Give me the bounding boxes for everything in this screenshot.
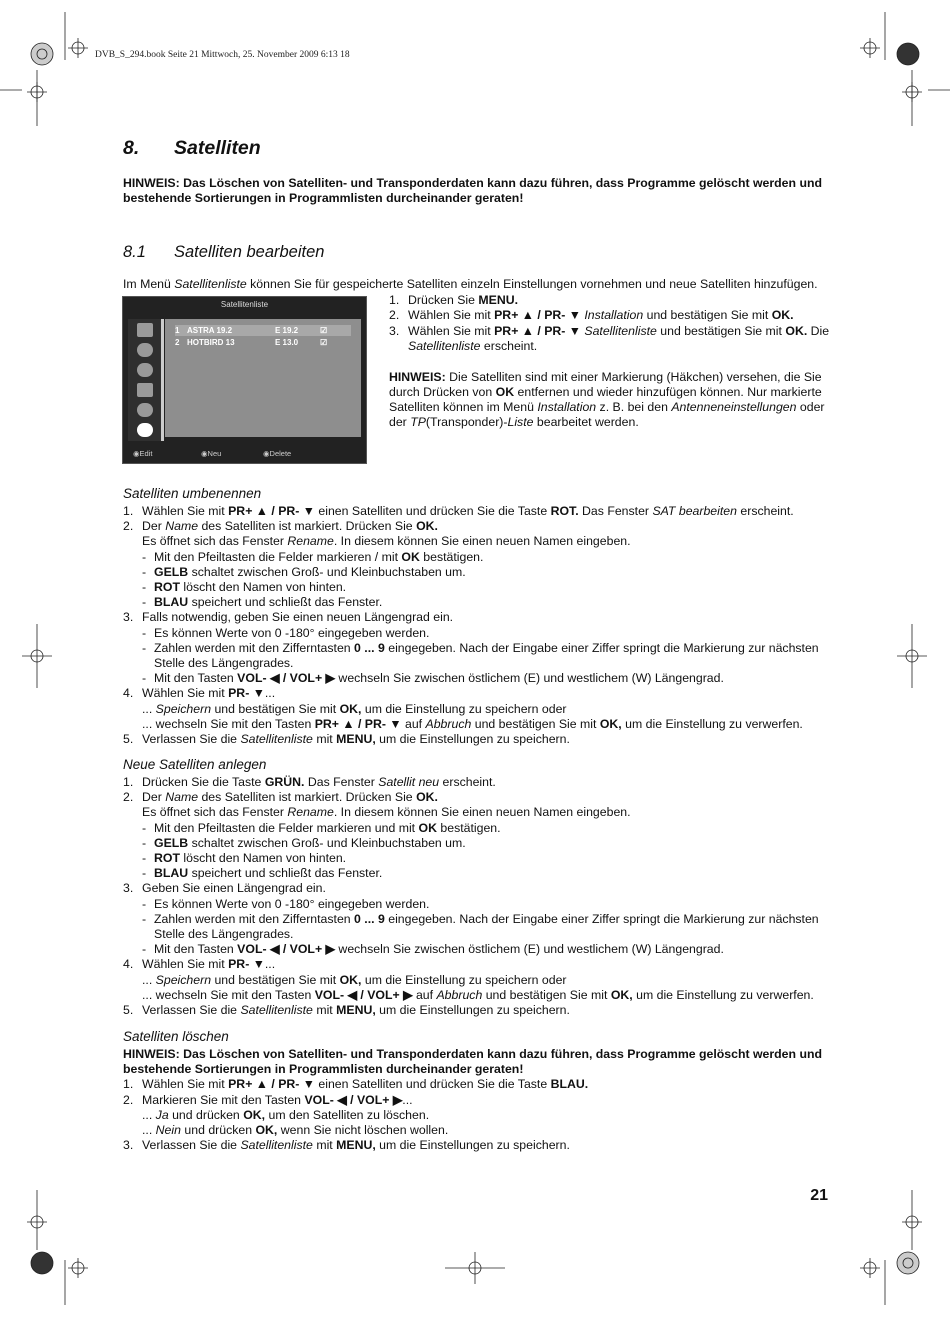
section-title: Satelliten bearbeiten	[174, 243, 325, 261]
chapter-number: 8.	[123, 137, 140, 159]
screen-title: Satellitenliste	[220, 300, 269, 309]
satellite-row[interactable]: 1 ASTRA 19.2 E 19.2 ☑	[175, 325, 351, 336]
step-2: 2. Wählen Sie mit PR+ ▲ / PR- ▼ Installation und bestätigen Sie mit OK.	[389, 308, 794, 323]
delete-hint: ◉Delete	[263, 449, 292, 458]
dots-icon	[137, 403, 153, 417]
tv-icon	[137, 323, 153, 337]
page-number: 21	[810, 1187, 828, 1204]
intro-paragraph: Im Menü Satellitenliste können Sie für gespeicherte Satelliten einzeln Einstellungen vornehmen und neue Satelliten hinzufügen.	[123, 277, 818, 291]
delete-heading: Satelliten löschen	[123, 1029, 229, 1044]
disc-icon	[137, 423, 153, 437]
new-hint: ◉Neu	[201, 449, 222, 458]
menu-icon-bar	[128, 319, 162, 441]
file-header: DVB_S_294.book Seite 21 Mittwoch, 25. November 2009 6:13 18	[95, 50, 350, 60]
satellite-list-panel	[165, 319, 361, 437]
rename-heading: Satelliten umbenennen	[123, 486, 262, 501]
create-heading: Neue Satelliten anlegen	[123, 757, 267, 772]
step-1: 1. Drücken Sie MENU.	[389, 293, 519, 307]
create-steps: 1. Drücken Sie die Taste GRÜN. Das Fenster Satellit neu erscheint. 2. Der Name des Satelliten ist markiert. Drücken Sie OK. Es öffnet sich das Fenster Rename. In diesem können Sie einen neuen Namen eingeben. - Mit den Pfeiltasten die Felder markieren und mit OK bestätigen. - GELB schaltet zwischen Groß- und Kleinbuchstaben um. - ROT löscht den Namen von hinten. - BLAU speichert und schließt das Fenster. 3. Geben Sie einen Längengrad ein. - Es können Werte von 0 -180° eingegeben werden. - Zahlen werden mit den Zifferntasten 0 ... 9 eingegeben. Nach der Eingabe einer Ziffer springt die Markierung zur nächsten Stelle des Längengrades. - Mit den Tasten VOL- ◀ / VOL+ ▶ wechseln Sie zwischen östlichem (E) und westlichem (W) Längengrad. 4. Wählen Sie mit PR- ▼... ... Speichern und bestätigen Sie mit OK, um die Einstellung zu speichern oder ... wechseln Sie mit den Tasten VOL- ◀ / VOL+ ▶ auf Abbruch und bestätigen Sie mit OK, um die Einstellung zu verwerfen. 5. Verlassen Sie die Satellitenliste mit MENU, um die Einstellungen zu speichern.	[123, 775, 819, 1017]
section-number: 8.1	[123, 243, 146, 261]
hinweis-top: HINWEIS: Das Löschen von Satelliten- und Transponderdaten kann dazu führen, dass Programme gelöscht werden und bestehende Sortierungen in Programmlisten durcheinander geraten!	[123, 176, 822, 205]
steps-right: 1. Drücken Sie MENU. 2. Wählen Sie mit PR+ ▲ / PR- ▼ Installation und bestätigen Sie mit OK. 3. Wählen Sie mit PR+ ▲ / PR- ▼ Satellitenliste und bestätigen Sie mit OK. Die Satellitenliste erscheint. HINWEIS: Die Satelliten sind mit einer Markierung (Häkchen) versehen, die Sie durch Drücken von OK entfernen und wieder hinzufügen können. Nur markierte Satelliten können im Menü Installation z. B. bei den Antenneneinstellungen oder der TP(Transponder)-Liste bearbeitet werden.	[389, 293, 830, 430]
gear-icon	[137, 363, 153, 377]
edit-hint: ◉Edit	[133, 449, 153, 458]
hinweis-right: HINWEIS: Die Satelliten sind mit einer Markierung (Häkchen) versehen, die Sie	[389, 369, 822, 384]
satellite-list-screenshot	[122, 296, 367, 464]
chapter-title: Satelliten	[174, 137, 261, 159]
step-3: 3. Wählen Sie mit PR+ ▲ / PR- ▼ Satellitenliste und bestätigen Sie mit OK. Die	[389, 323, 830, 338]
folder-icon	[137, 383, 153, 397]
delete-steps: HINWEIS: Das Löschen von Satelliten- und Transponderdaten kann dazu führen, dass Programme gelöscht werden und bestehende Sortierungen in Programmlisten durcheinander geraten! 1. Wählen Sie mit PR+ ▲ / PR- ▼ einen Satelliten und drücken Sie die Taste BLAU. 2. Markieren Sie mit den Tasten VOL- ◀ / VOL+ ▶... ... Ja und drücken OK, um den Satelliten zu löschen. ... Nein und drücken OK, wenn Sie nicht löschen wollen. 3. Verlassen Sie die Satellitenliste mit MENU, um die Einstellungen zu speichern.	[123, 1047, 822, 1153]
screen-footer	[129, 449, 360, 459]
satellite-row[interactable]: 2 HOTBIRD 13 E 13.0 ☑	[175, 338, 328, 347]
chapter-heading	[123, 137, 261, 160]
section-heading	[123, 243, 325, 262]
rename-steps: 1. Wählen Sie mit PR+ ▲ / PR- ▼ einen Satelliten und drücken Sie die Taste ROT. Das Fenster SAT bearbeiten erscheint. 2. Der Name des Satelliten ist markiert. Drücken Sie OK. Es öffnet sich das Fenster Rename. In diesem können Sie einen neuen Namen eingeben. - Mit den Pfeiltasten die Felder markieren / mit OK bestätigen. - GELB schaltet zwischen Groß- und Kleinbuchstaben um. - ROT löscht den Namen von hinten. - BLAU speichert und schließt das Fenster. 3. Falls notwendig, geben Sie einen neuen Längengrad ein. - Es können Werte von 0 -180° eingegeben werden. - Zahlen werden mit den Zifferntasten 0 ... 9 eingegeben. Nach der Eingabe einer Ziffer springt die Markierung zur nächsten Stelle des Längengrades. - Mit den Tasten VOL- ◀ / VOL+ ▶ wechseln Sie zwischen östlichem (E) und westlichem (W) Längengrad. 4. Wählen Sie mit PR- ▼... ... Speichern und bestätigen Sie mit OK, um die Einstellung zu speichern oder ... wechseln Sie mit den Tasten PR+ ▲ / PR- ▼ auf Abbruch und bestätigen Sie mit OK, um die Einstellung zu verwerfen. 5. Verlassen Sie die Satellitenliste mit MENU, um die Einstellungen zu speichern.	[123, 504, 819, 746]
satellite-icon	[137, 343, 153, 357]
